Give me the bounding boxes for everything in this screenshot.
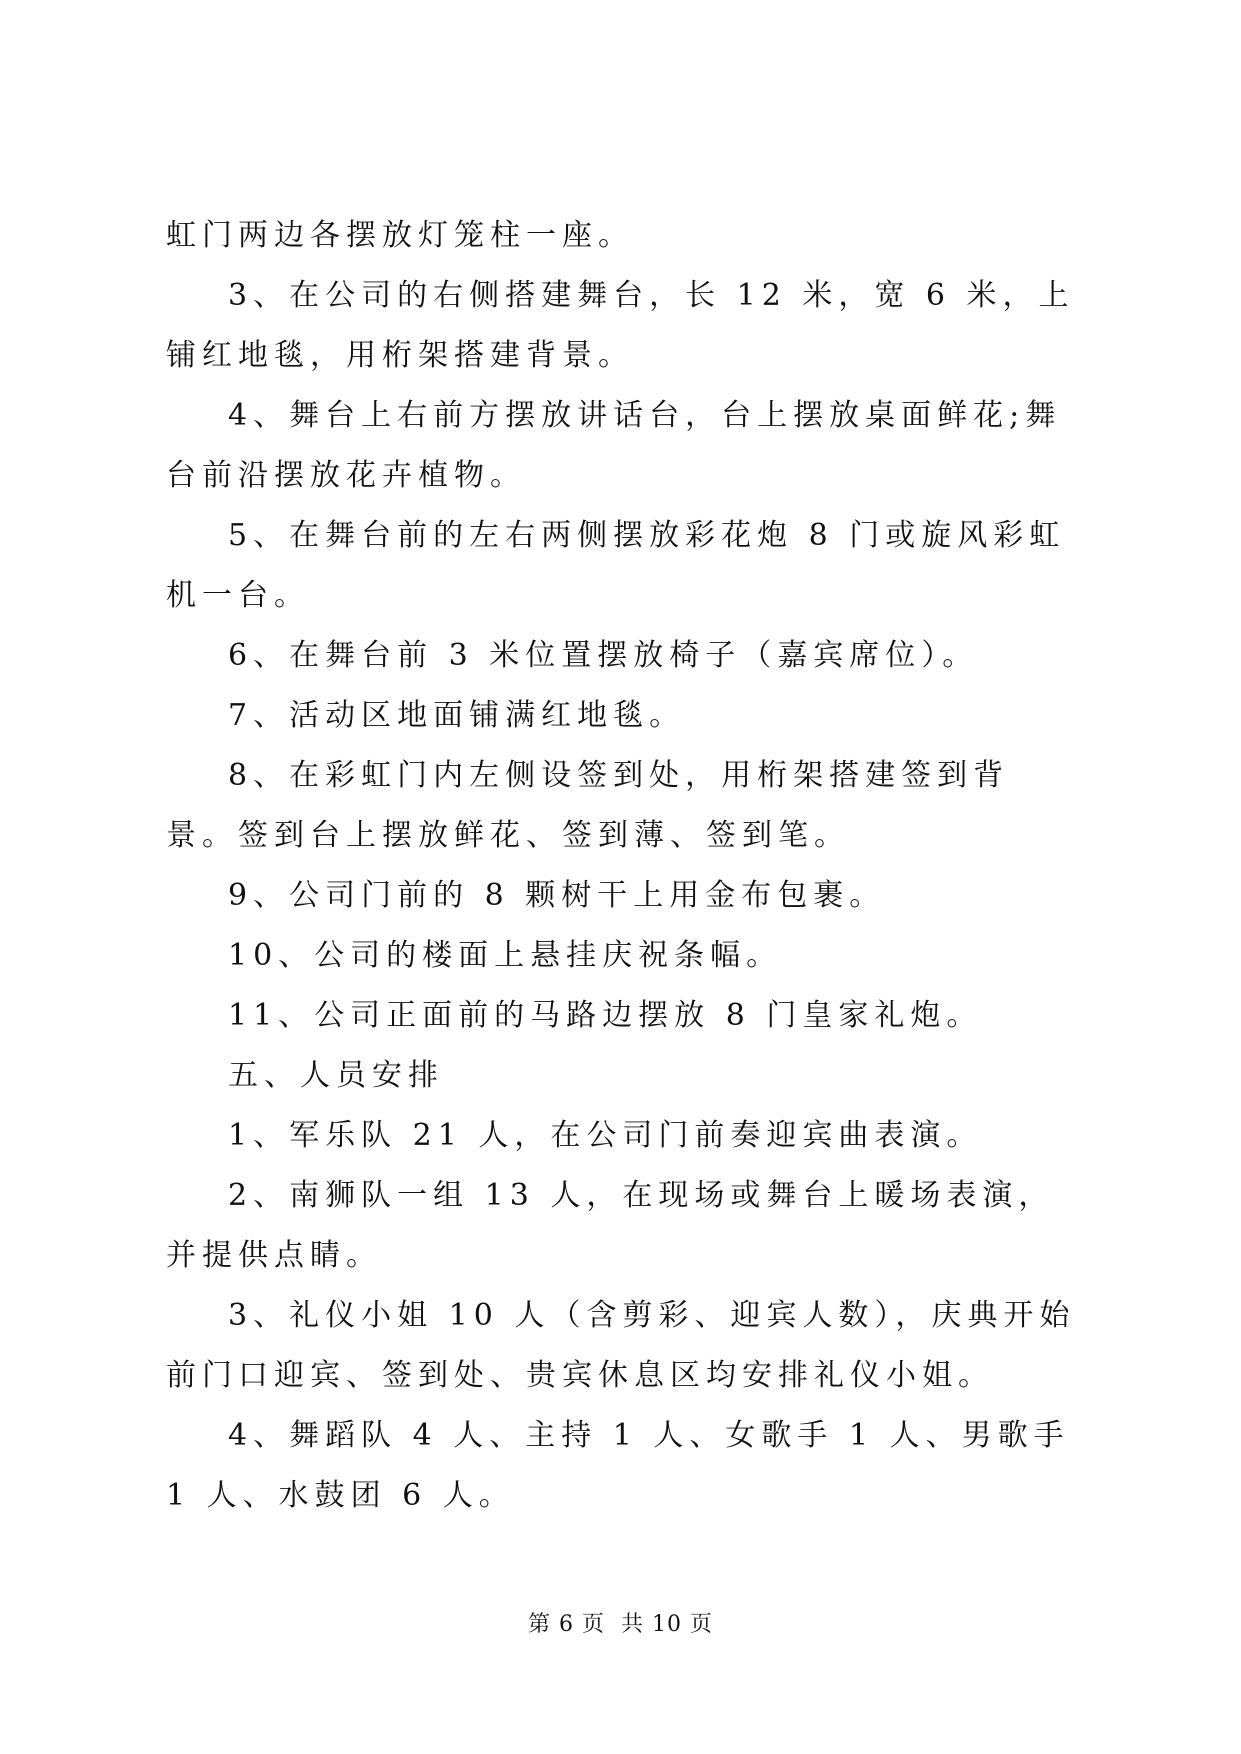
paragraph: 4、舞台上右前方摆放讲话台，台上摆放桌面鲜花;舞台前沿摆放花卉植物。 bbox=[166, 398, 1062, 493]
section-heading: 五、人员安排 bbox=[228, 1058, 444, 1093]
paragraph: 虹门两边各摆放灯笼柱一座。 bbox=[166, 218, 634, 253]
paragraph: 10、公司的楼面上悬挂庆祝条幅。 bbox=[228, 938, 783, 973]
paragraph: 8、在彩虹门内左侧设签到处，用桁架搭建签到背景。签到台上摆放鲜花、签到薄、签到笔。 bbox=[166, 758, 1010, 853]
paragraph: 6、在舞台前 3 米位置摆放椅子（嘉宾席位）。 bbox=[228, 638, 979, 673]
paragraph: 5、在舞台前的左右两侧摆放彩花炮 8 门或旋风彩虹机一台。 bbox=[166, 518, 1066, 613]
paragraph: 3、在公司的右侧搭建舞台，长 12 米，宽 6 米，上铺红地毯，用桁架搭建背景。 bbox=[166, 278, 1075, 373]
paragraph: 7、活动区地面铺满红地毯。 bbox=[228, 698, 686, 733]
paragraph: 1、军乐队 21 人，在公司门前奏迎宾曲表演。 bbox=[228, 1118, 983, 1153]
paragraph: 2、南狮队一组 13 人，在现场或舞台上暖场表演，并提供点睛。 bbox=[166, 1178, 1055, 1273]
page-total: 共 10 页 bbox=[621, 1612, 713, 1637]
paragraph: 11、公司正面前的马路边摆放 8 门皇家礼炮。 bbox=[228, 998, 983, 1033]
page-number: 第 6 页 bbox=[528, 1612, 605, 1637]
paragraph: 4、舞蹈队 4 人、主持 1 人、女歌手 1 人、男歌手 1 人、水鼓团 6 人。 bbox=[166, 1418, 1070, 1513]
paragraph: 3、礼仪小姐 10 人（含剪彩、迎宾人数），庆典开始前门口迎宾、签到处、贵宾休息区均安排礼仪小姐。 bbox=[166, 1298, 1076, 1393]
paragraph: 9、公司门前的 8 颗树干上用金布包裹。 bbox=[228, 878, 886, 913]
page-footer bbox=[0, 1610, 1241, 1640]
document-body bbox=[166, 206, 1076, 1526]
